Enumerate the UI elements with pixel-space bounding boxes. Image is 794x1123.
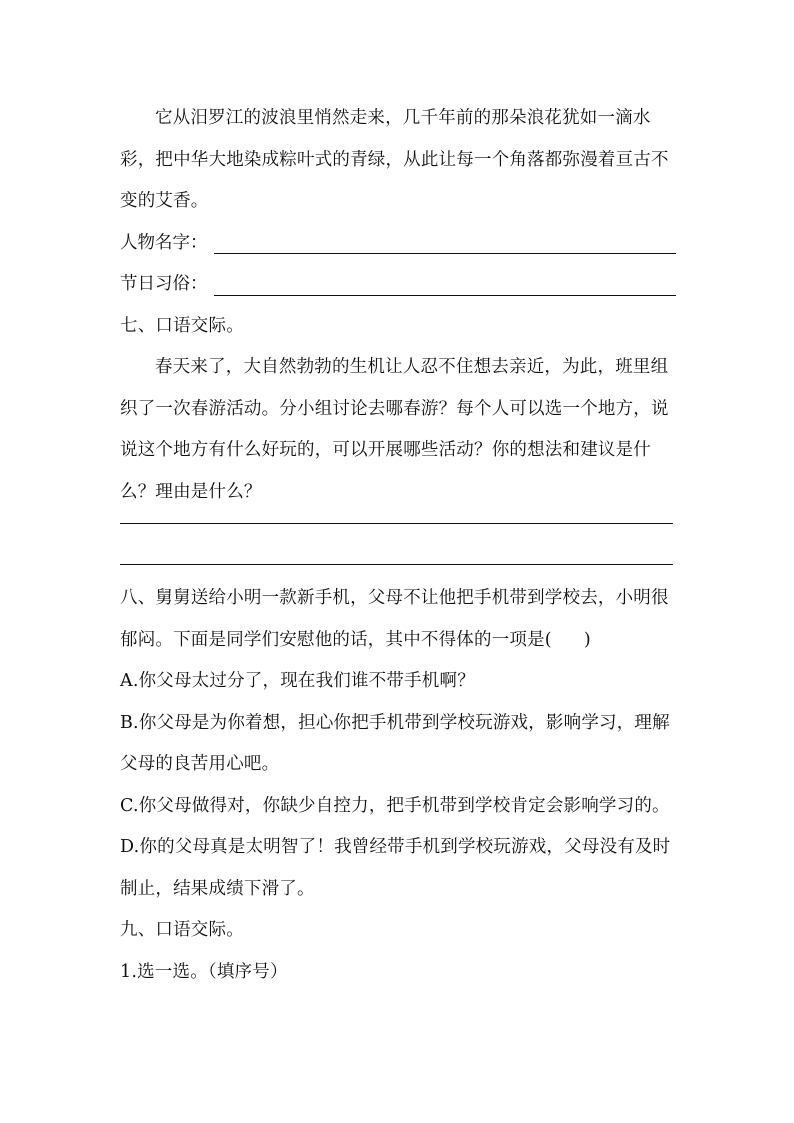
section-8-bracket-close: ) [583, 629, 591, 650]
festival-custom-answer-line[interactable] [214, 294, 677, 296]
section-8-question-text: 八、舅舅送给小明一款新手机，父母不让他把手机带到学校去，小明很郁闷。下面是同学们安慰他的话，其中不得体的一项是( [120, 588, 669, 650]
option-b: B.你父母是为你着想，担心你把手机带到学校玩游戏，影响学习，理解父母的良苦用心吧。 [120, 712, 670, 774]
spacer [120, 565, 676, 578]
character-name-label: 人物名字： [120, 232, 208, 253]
festival-custom-field [120, 264, 676, 306]
festival-custom-label: 节日习俗： [120, 274, 208, 294]
section-9-heading: 九、口语交际。 [120, 920, 244, 940]
section-7-heading: 七、口语交际。 [120, 315, 244, 336]
character-name-field [120, 223, 676, 265]
section-9-subquestion-1: 1.选一选。（填序号） [120, 961, 288, 982]
option-a: A.你父母太过分了，现在我们谁不带手机啊？ [120, 671, 475, 691]
worksheet-page [120, 98, 676, 993]
section-8-question [120, 578, 676, 661]
option-c: C.你父母做得对，你缺少自控力，把手机带到学校肯定会影响学习的。 [120, 795, 670, 816]
option-d: D.你的父母真是太明智了！我曾经带手机到学校玩游戏，父母没有及时制止，结果成绩下滑了。 [120, 837, 671, 899]
section-7-prompt: 春天来了，大自然勃勃的生机让人忍不住想去亲近，为此，班里组织了一次春游活动。分小组讨论去哪春游？每个人可以选一个地方，说说这个地方有什么好玩的，可以开展哪些活动？你的想法和建议是什么？理由是什么？ [120, 357, 669, 502]
passage-text: 它从汨罗江的波浪里悄然走来，几千年前的那朵浪花犹如一滴水彩，把中华大地染成粽叶式的青绿，从此让每一个角落都弥漫着亘古不变的艾香。 [120, 108, 669, 211]
answer-line-1[interactable] [120, 523, 673, 524]
character-name-answer-line[interactable] [214, 252, 677, 254]
